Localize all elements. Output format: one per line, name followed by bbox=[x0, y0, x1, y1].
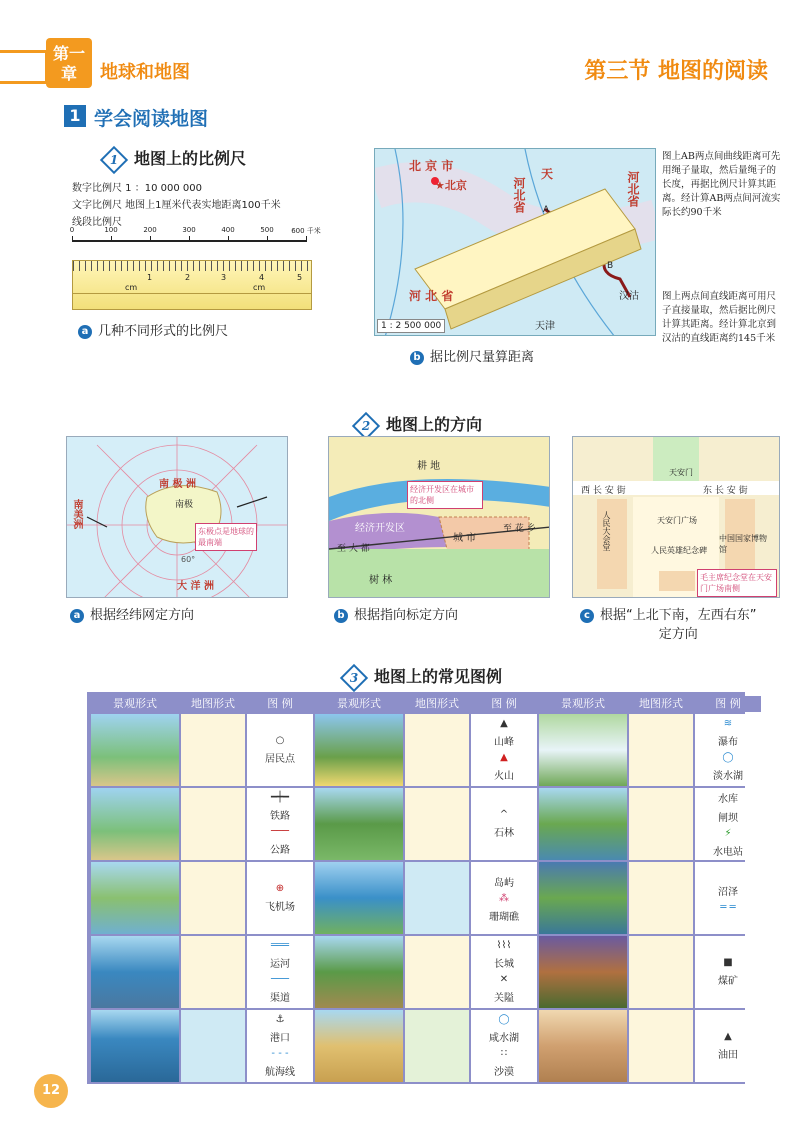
legend-symbol: ■ 煤矿 bbox=[695, 936, 761, 1008]
map-form-image bbox=[405, 936, 469, 1008]
number-diamond-icon: 1 bbox=[100, 145, 128, 173]
legend-symbol: ⚓ 港口 - - - 航海线 bbox=[247, 1010, 313, 1082]
label-hebei-vertical: 河北省 bbox=[626, 171, 640, 207]
map-form-image bbox=[629, 788, 693, 860]
landscape-image bbox=[539, 788, 627, 860]
map-form-image bbox=[405, 1010, 469, 1082]
map-polar-grid bbox=[66, 436, 288, 598]
map-tiananmen bbox=[572, 436, 780, 598]
legend-symbol: ═══ 运河 ─── 渠道 bbox=[247, 936, 313, 1008]
header-cell: 景观形式 bbox=[315, 696, 403, 712]
legend-symbol: ⌇⌇⌇ 长城 ✕ 关隘 bbox=[471, 936, 537, 1008]
subheading-direction: 2 地图上的方向 bbox=[356, 412, 482, 436]
header-bracket bbox=[0, 50, 48, 84]
header-cell: 景观形式 bbox=[539, 696, 627, 712]
landscape-image bbox=[315, 714, 403, 786]
label-square: 天安门广场 bbox=[657, 516, 697, 525]
line-scale-bar: 0 100 200 300 400 500 600 千米 bbox=[72, 240, 307, 242]
map-form-image bbox=[181, 714, 245, 786]
note-curve-distance: 图上AB两点间曲线距离可先用绳子量取，然后量绳子的长度，再据比例尺计算其距离。经计算AB两点间河流实际长约90千米 bbox=[662, 151, 781, 218]
landscape-image bbox=[539, 862, 627, 934]
label-hangu: 汉沽 bbox=[619, 291, 639, 302]
label-beijing-municipality: 北 京 市 bbox=[409, 159, 454, 173]
label-tiananmen: 天安门 bbox=[669, 468, 693, 477]
ruler-illustration: 1 2 3 4 5 cm cm bbox=[72, 260, 312, 310]
header-cell: 地图形式 bbox=[405, 696, 469, 712]
label-south-america: 南美洲 bbox=[71, 499, 82, 529]
label-city: 城 市 bbox=[453, 533, 477, 544]
label-beijing: ★北京 bbox=[435, 179, 467, 192]
legend-symbol: ▲ 油田 bbox=[695, 1010, 761, 1082]
number-diamond-icon: 2 bbox=[352, 411, 380, 439]
caption-1b: b 据比例尺量算距离 bbox=[410, 346, 534, 365]
label-south-pole: 南极 bbox=[175, 500, 194, 510]
text-scale: 文字比例尺 地图上1厘米代表实地距离100千米 bbox=[72, 200, 281, 211]
landscape-image bbox=[91, 936, 179, 1008]
map-form-image bbox=[181, 862, 245, 934]
legend-symbol: ▲ 山峰 ▲ 火山 bbox=[471, 714, 537, 786]
map-beijing-tianjin bbox=[374, 148, 656, 336]
map-form-image bbox=[629, 936, 693, 1008]
caption-2c: c 根据“上北下南，左西右东” 定方向 bbox=[580, 604, 756, 642]
landscape-image bbox=[91, 714, 179, 786]
landscape-image bbox=[539, 1010, 627, 1082]
label-road-left: 至 大 都 bbox=[337, 544, 370, 554]
header-cell: 景观形式 bbox=[91, 696, 179, 712]
header-cell: 图 例 bbox=[247, 696, 313, 712]
landscape-image bbox=[91, 788, 179, 860]
section-number: 1 bbox=[64, 105, 86, 127]
map-form-image bbox=[629, 862, 693, 934]
landscape-image bbox=[91, 862, 179, 934]
label-great-hall: 人民大会堂 bbox=[602, 511, 611, 551]
legend-symbol: ◯ 咸水湖 ∷ 沙漠 bbox=[471, 1010, 537, 1082]
landscape-image bbox=[315, 1010, 403, 1082]
label-west-street: 西 长 安 街 bbox=[581, 486, 626, 496]
legend-table bbox=[87, 692, 745, 1084]
landscape-image bbox=[539, 714, 627, 786]
header-cell: 地图形式 bbox=[629, 696, 693, 712]
map-form-image bbox=[405, 788, 469, 860]
map-compass bbox=[328, 436, 550, 598]
legend-symbol: ⊕ 飞机场 bbox=[247, 862, 313, 934]
numeric-scale: 数字比例尺 1 ：10 000 000 bbox=[72, 183, 202, 194]
header-cell: 地图形式 bbox=[181, 696, 245, 712]
label-road-right: 至 花 乡 bbox=[503, 524, 536, 534]
label-hebei-vertical-2: 河北省 bbox=[512, 177, 526, 213]
label-east-street: 东 长 安 街 bbox=[703, 486, 748, 496]
legend-symbol: ^ 石林 bbox=[471, 788, 537, 860]
label-point-a: A bbox=[543, 205, 550, 215]
label-antarctica: 南 极 洲 bbox=[159, 479, 196, 490]
landscape-image bbox=[315, 936, 403, 1008]
callout-memorial: 毛主席纪念堂在天安门广场南侧 bbox=[697, 569, 777, 597]
label-farmland: 耕 地 bbox=[417, 461, 441, 472]
caption-2a: a 根据经纬网定方向 bbox=[70, 604, 194, 623]
label-tianjin: 天津 bbox=[535, 321, 555, 332]
label-point-b: B bbox=[607, 261, 614, 271]
note-straight-distance: 图上两点间直线距离可用尺子直接量取，然后据比例尺计算其距离。经计算北京到汉沽的直线距离约145千米 bbox=[662, 291, 777, 344]
label-monument: 人民英雄纪念碑 bbox=[651, 546, 707, 555]
map-form-image bbox=[405, 862, 469, 934]
page-number: 12 bbox=[34, 1074, 68, 1108]
landscape-image bbox=[315, 788, 403, 860]
section-title: 第三节 地图的阅读 bbox=[584, 59, 768, 84]
section-heading: 学会阅读地图 bbox=[94, 108, 209, 130]
chapter-title: 地球和地图 bbox=[100, 62, 190, 83]
chapter-badge: 第一章 bbox=[46, 38, 92, 88]
legend-symbol: ≋ 瀑布 ◯ 淡水湖 bbox=[695, 714, 761, 786]
number-diamond-icon: 3 bbox=[340, 663, 368, 691]
map-form-image bbox=[181, 936, 245, 1008]
map-form-image bbox=[405, 714, 469, 786]
header-cell: 图 例 bbox=[471, 696, 537, 712]
map-form-image bbox=[629, 714, 693, 786]
legend-symbol: 水库 闸坝 ⚡ 水电站 bbox=[695, 788, 761, 860]
landscape-image bbox=[315, 862, 403, 934]
label-longitude: 60° bbox=[181, 555, 196, 564]
callout-pole: 东极点是地球的最南端 bbox=[195, 523, 257, 551]
label-oceania: 大 洋 洲 bbox=[177, 581, 214, 592]
landscape-image bbox=[91, 1010, 179, 1082]
label-dev-zone: 经济开发区 bbox=[355, 523, 405, 534]
label-forest: 树 林 bbox=[369, 575, 393, 586]
legend-symbol: ○ 居民点 bbox=[247, 714, 313, 786]
caption-1a: a 几种不同形式的比例尺 bbox=[78, 320, 228, 339]
legend-symbol: ━┿━ 铁路 ─── 公路 bbox=[247, 788, 313, 860]
label-hebei: 河 北 省 bbox=[409, 289, 454, 303]
callout-zone: 经济开发区在城市的北侧 bbox=[407, 481, 483, 509]
scale-examples bbox=[72, 180, 281, 231]
header-cell: 图 例 bbox=[695, 696, 761, 712]
subheading-scale: 1 地图上的比例尺 bbox=[104, 146, 246, 170]
map-form-image bbox=[181, 788, 245, 860]
line-scale-label: 线段比例尺 bbox=[72, 217, 122, 228]
landscape-image bbox=[539, 936, 627, 1008]
legend-symbol: 岛屿 ⁂ 珊瑚礁 bbox=[471, 862, 537, 934]
subheading-legend: 3 地图上的常见图例 bbox=[344, 664, 502, 688]
label-museum: 中国国家博物馆 bbox=[719, 534, 767, 554]
map-scale: 1 : 2 500 000 bbox=[377, 319, 445, 333]
legend-symbol: 沼泽 ═ ═ bbox=[695, 862, 761, 934]
caption-2b: b 根据指向标定方向 bbox=[334, 604, 458, 623]
map-form-image bbox=[629, 1010, 693, 1082]
map-form-image bbox=[181, 1010, 245, 1082]
label-tianjin-city: 天 bbox=[541, 167, 554, 181]
